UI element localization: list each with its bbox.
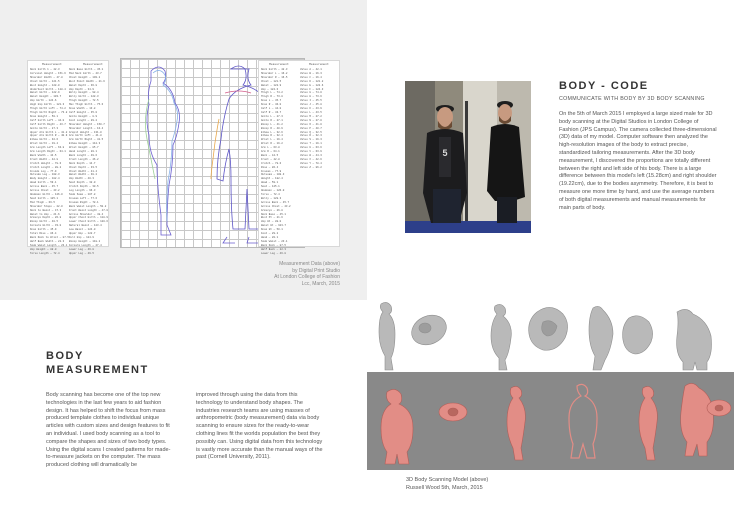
- scan-strip-grey-models: [367, 300, 734, 372]
- measurement-row: Forearm Girth — 33.0: [30, 224, 62, 228]
- measurement-row: Value X — 42.6: [300, 157, 322, 161]
- measurement-row: Chest Width — 41.4: [69, 169, 98, 173]
- measurement-row: Waist Ht — 103.7: [261, 224, 286, 228]
- measurement-row: Foot Length — 29.2: [69, 118, 98, 122]
- measurement-row: Inseam Left — 77.6: [69, 196, 98, 200]
- measurement-row: Half Back — 22.3: [261, 247, 286, 251]
- measurement-row: Rise — 86.4: [261, 165, 279, 169]
- measurement-row: Front Waist Length — 47.0: [69, 208, 108, 212]
- measurement-caption-line: At London College of Fashion: [274, 274, 340, 281]
- model-photo: [405, 81, 531, 233]
- measurement-row: Inseam — 77.9: [261, 169, 282, 173]
- measurement-row: Value B — 16.3: [300, 71, 322, 75]
- measurement-row: Across Back — 45.7: [261, 200, 290, 204]
- measurement-row: Hip — 124.6: [261, 87, 279, 91]
- measurement-row: Elbow R — 32.4: [261, 134, 283, 138]
- measurement-row: Value D — 121.2: [300, 79, 324, 83]
- measurement-row: Waist Width — 38.2: [69, 173, 98, 177]
- measurement-row: Value P — 40.7: [300, 126, 322, 130]
- measurement-row: Ankle Girth — 27.3: [30, 126, 59, 130]
- measurement-row: Torso — 72.4: [261, 193, 280, 196]
- measurement-row: Back Neck to Wrist — 87.5: [30, 235, 69, 239]
- measurement-row: Shoulder Height — 150.7: [69, 122, 105, 126]
- measurement-row: Knee Width — 13.8: [69, 107, 96, 111]
- measurement-row: Shoulder Length — 16.4: [69, 126, 104, 130]
- measurement-row: Value C — 16.4: [300, 75, 322, 79]
- measurement-row: Thigh Girth Right — 73.8: [30, 110, 68, 114]
- measurement-row: Value R — 32.3: [300, 134, 322, 138]
- measurement-row: Value E — 122.6: [300, 83, 324, 87]
- measurement-row: Calf Girth Left — 44.0: [30, 118, 65, 122]
- measurement-row: Outside Leg — 108.3: [30, 173, 60, 177]
- measurement-row: Max Thigh Girth — 75.6: [69, 103, 104, 107]
- measurement-row: Elbow L — 32.6: [261, 130, 283, 134]
- body-code-subtitle: COMMUNICATE WITH BODY BY 3D BODY SCANNING: [559, 96, 705, 102]
- measurement-row: Knee Height — 50.1: [30, 114, 59, 118]
- body-code-title: BODY - CODE: [559, 80, 649, 92]
- measurement-row: Outseam — 108.3: [261, 173, 285, 177]
- measurement-row: Hand — 20.1: [261, 235, 279, 239]
- measurement-row: Armpit Height — 131.0: [69, 130, 102, 134]
- measurement-row: Shoulder Width — 47.8: [30, 75, 63, 79]
- measurement-row: Underbust Girth — 118.4: [30, 87, 66, 91]
- measurement-row: Ankle L — 27.3: [261, 114, 283, 118]
- measurement-row: Inside Leg — 77.9: [30, 169, 57, 173]
- measurement-row: Crotch — 78.6: [261, 161, 282, 165]
- measurement-row: Armscye — 26.8: [261, 208, 283, 212]
- measurement-row: Low Waist — 124.0: [69, 228, 96, 232]
- measurement-row: Across Chest — 43.2: [261, 204, 291, 208]
- measurement-row: Crotch Length — 88.2: [30, 165, 62, 169]
- measurement-row: Elbow Height — 112.3: [69, 142, 101, 146]
- measurement-row: Side Waist — 23.1: [261, 239, 288, 243]
- body-measurement-title-line2: MEASUREMENT: [46, 364, 149, 376]
- measurement-row: Ankle R — 27.1: [261, 118, 283, 122]
- measurement-row: Thigh R — 73.8: [261, 95, 283, 99]
- measurement-row: Head — 59.1: [261, 181, 279, 185]
- measurement-row: Natural Waist — 123.4: [69, 224, 102, 228]
- measurement-row: Elbow Girth — 32.6: [30, 138, 59, 142]
- jersey-number: 5: [442, 148, 448, 158]
- measurement-row: Inseam Right — 78.1: [69, 200, 99, 204]
- measurement-row: Value U — 63.6: [300, 146, 322, 150]
- measurement-row: Seat — 125.1: [261, 185, 280, 189]
- sheet-right-col1-list: [261, 68, 299, 255]
- measurement-row: Hand Length — 20.1: [69, 150, 98, 154]
- measurement-row: Mid Neck Girth — 43.7: [69, 71, 102, 75]
- measurement-caption-line: Measurement Data (above): [279, 261, 340, 267]
- measurement-caption: [230, 261, 340, 287]
- measurement-row: Chest — 121.5: [261, 79, 282, 83]
- measurement-row: Value I — 45.5: [300, 99, 322, 103]
- measurement-row: Value V — 63.9: [300, 150, 322, 154]
- measurement-row: Bust Pt — 21.6: [261, 216, 283, 220]
- measurement-row: Abdomen — 126.0: [261, 189, 285, 193]
- measurement-row: Ankle Height — 8.9: [69, 114, 98, 118]
- measurement-row: Crotch Depth — 30.5: [69, 185, 99, 189]
- measurement-row: Belly Girth — 128.3: [69, 95, 99, 99]
- measurement-row: Waist Depth — 36.8: [69, 83, 98, 87]
- measurement-row: Arm L — 63.8: [261, 146, 280, 150]
- measurement-row: Chest Height — 130.2: [69, 75, 101, 79]
- sheet-left-col1-list: [30, 68, 69, 255]
- measurement-row: High Hip Girth — 121.3: [30, 103, 65, 107]
- measurement-row: Upper Chest Girth — 118.9: [69, 216, 108, 220]
- body-measurement-paragraph-1: Body scanning has become one of the top new technologies in the last few years to aid fashion design. It has helped to shift the focus from mass produced template clothes to individual unique articles with custom sizes and design features to fit an individual. I used body scanning as a tool to compare the shapes and sizes of two body types. Using the digital scans I created patterns for made-to-measure jackets on the computer. The mass produced clothing will dramatically be: [46, 392, 171, 469]
- measurement-sheet-left: [27, 60, 109, 255]
- sheet-left-col2-header: Measurement: [83, 63, 103, 66]
- measurement-row: Neck Girth 1 — 42.3: [30, 68, 60, 71]
- measurement-row: Abdomen Girth — 126.0: [30, 193, 63, 196]
- measurement-row: Wrist R — 19.2: [261, 142, 283, 146]
- measurement-row: Neck Base — 45.1: [261, 212, 286, 216]
- scan-strip-pink-models: [367, 372, 734, 470]
- measurement-row: Seat Girth — 125.1: [30, 196, 59, 200]
- measurement-row: Back Waist Length — 50.2: [69, 204, 107, 208]
- measurement-row: Value S — 19.3: [300, 138, 322, 142]
- measurement-row: Across Shoulder — 48.4: [69, 212, 104, 216]
- measurement-row: Lower Leg — 46.8: [261, 251, 286, 255]
- sheet-right-col2-list: [300, 68, 338, 244]
- measurement-row: Belly Height — 98.4: [69, 91, 99, 95]
- measurement-row: Waist to Hip — 21.6: [30, 212, 60, 216]
- measurement-row: Neck to Waist — 47.3: [30, 208, 62, 212]
- sheet-left-col1-header: Measurement: [42, 63, 62, 66]
- measurement-row: Arm Girth Left — 41.8: [69, 134, 102, 138]
- measurement-row: Neck Base Girth — 45.1: [69, 68, 104, 71]
- measurement-row: Value H — 73.6: [300, 95, 322, 99]
- measurement-row: Value K — 43.9: [300, 107, 322, 111]
- measurement-row: Value F — 124.3: [300, 87, 324, 91]
- measurement-row: Cervical Height — 151.6: [30, 71, 66, 75]
- measurement-row: Chest Depth — 33.5: [69, 165, 98, 169]
- measurement-row: Arm Length Right — 64.1: [30, 150, 66, 154]
- measurement-row: Value N — 27.0: [300, 118, 322, 122]
- measurement-row: Head Girth — 59.1: [30, 181, 57, 185]
- model-photo-illustration: [405, 81, 531, 233]
- body-measurement-title-line1: BODY: [46, 350, 84, 362]
- measurement-row: Back Neck — 87.5: [261, 243, 286, 247]
- measurement-row: Forearm Length — 27.4: [69, 243, 102, 247]
- sheet-left-col2-list: [69, 68, 108, 255]
- measurement-row: Value G — 74.0: [300, 91, 322, 95]
- measurement-row: Arm R — 64.1: [261, 150, 280, 154]
- measurement-row: Value W — 44.3: [300, 153, 322, 157]
- measurement-caption-line: by Digital Print Studio: [292, 267, 340, 274]
- measurement-row: Wrist Height — 85.7: [69, 146, 99, 150]
- measurement-row: Bust Height — 128.0: [30, 83, 60, 87]
- measurement-row: Mid Thigh — 66.5: [30, 200, 55, 204]
- measurement-row: Thigh Height — 72.5: [69, 99, 99, 103]
- measurement-row: Hip Depth — 34.9: [69, 87, 94, 91]
- measurement-row: Knee Girth — 45.9: [30, 228, 57, 232]
- measurement-row: Lower Chest Girth — 120.6: [69, 220, 108, 224]
- measurement-row: Value J — 45.8: [300, 103, 322, 107]
- sheet-right-col1-header: Measurement: [269, 63, 289, 66]
- measurement-row: Bicep Height — 118.2: [69, 239, 101, 243]
- measurement-row: Knee L — 45.7: [261, 99, 282, 103]
- sheet-right-col2-header: Measurement: [309, 63, 329, 66]
- measurement-row: Hip Height — 88.0: [30, 247, 57, 251]
- measurement-row: Hip Girth — 124.6: [30, 99, 57, 103]
- measurement-row: Value M — 27.2: [300, 114, 322, 118]
- measurement-row: Thigh Girth Left — 74.2: [30, 107, 66, 111]
- measurement-row: Across Back — 45.7: [30, 185, 59, 189]
- measurement-row: Waist Girth — 122.9: [30, 91, 60, 95]
- measurement-row: Half Back Width — 22.3: [30, 239, 65, 243]
- measurement-row: Body Height — 182.4: [30, 177, 60, 181]
- body-measurement-title: [46, 349, 149, 377]
- scan-caption-line: 3D Body Scanning Model (above): [406, 477, 489, 483]
- measurement-row: Bicep L — 41.2: [261, 122, 283, 126]
- measurement-row: Knee Ht — 50.1: [261, 228, 283, 232]
- measurement-row: Back Width — 44.5: [30, 153, 57, 157]
- measurement-row: Side Seam — 107.8: [69, 193, 96, 196]
- measurement-row: Side Waist Length — 23.1: [30, 243, 68, 247]
- measurement-caption-line: Lcc, March, 2015: [301, 280, 340, 287]
- measurement-row: Chest Girth — 121.5: [30, 79, 60, 83]
- measurement-row: Seat Depth — 32.0: [69, 181, 96, 185]
- measurement-row: Arm Length Left — 63.8: [30, 146, 65, 150]
- measurement-row: Hip Ht — 88.0: [261, 220, 282, 224]
- measurement-row: Shoulder R — 16.5: [261, 75, 288, 79]
- measurement-row: Full Hip — 124.9: [69, 235, 94, 239]
- measurement-row: Upper Arm Girth L — 41.2: [30, 130, 68, 134]
- measurement-row: Foot — 29.2: [261, 232, 279, 236]
- measurement-row: Calf L — 44.0: [261, 107, 282, 111]
- scan-caption: [406, 477, 488, 492]
- measurement-row: Calf Girth Right — 43.7: [30, 122, 66, 126]
- measurement-row: Total Rise — 86.4: [30, 232, 57, 236]
- measurement-row: Value T — 19.1: [300, 142, 322, 146]
- measurement-row: Value A — 42.1: [300, 68, 322, 71]
- measurement-row: Upper Hip — 122.7: [69, 232, 96, 236]
- measurement-row: Value O — 41.0: [300, 122, 322, 126]
- measurement-row: Belly — 128.3: [261, 196, 282, 200]
- measurement-row: Waist — 122.9: [261, 83, 282, 87]
- measurement-row: Shoulder Slope — 22.0: [30, 204, 63, 208]
- measurement-row: Value Y — 78.4: [300, 161, 322, 165]
- measurement-row: Neck Depth — 14.7: [69, 161, 96, 165]
- measurement-row: Bicep R — 40.9: [261, 126, 283, 130]
- measurement-row: Armscye Depth — 26.8: [30, 216, 62, 220]
- measurement-row: Back Length — 49.6: [69, 153, 98, 157]
- scan-caption-line: Russell Wood 5th, March, 2015: [406, 484, 483, 491]
- measurement-row: Lower Leg — 46.8: [69, 247, 94, 251]
- measurement-row: Calf Height — 35.0: [69, 110, 98, 114]
- measurement-row: Height — 182.4: [261, 177, 283, 181]
- measurement-row: Front Length — 46.2: [69, 157, 99, 161]
- measurement-row: Wrist Girth — 19.4: [30, 142, 59, 146]
- measurement-row: Front — 42.8: [261, 157, 280, 161]
- body-code-paragraph: On the 5th of March 2015 I employed a large sized male for 3D body scanning at the Digital Studios in London College of Fashion (JPS Campus). The camera collected three-dimensional (3D) data of my model. Computer software then analyzed the high-resolution images of the body to extract precise, standardized tailoring measurements. After the 3D body measurement, I discovered the proportions are totally different between the right and left side of his body. There is a large difference between this model's left (15.28cm) and right shoulder (19.22cm), due to the bodies asymmetry. Therefore, it is best to measure one more time by hand, and use the average numbers of both digital measurements and manual measurements for main parts of body.: [559, 111, 717, 211]
- measurement-row: Front Width — 42.8: [30, 157, 59, 161]
- measurement-row: Calf R — 43.7: [261, 110, 282, 114]
- measurement-row: Arm Girth Right — 41.5: [69, 138, 104, 142]
- body-measurement-paragraph-2: improved through using the data from this technology to understand body shapes. The industries research teams are using masses of anthropometric (body measurement) data via body scanning to ensure sizes for the ready-to-wear clothing lines fit the worlds population the best they possibly can. Using digital data from this technology is vastly more accurate than the manual ways of the past (Cornell University, 2011).: [196, 392, 323, 461]
- measurement-row: Upper Arm Girth R — 40.9: [30, 134, 68, 138]
- measurement-row: Thigh L — 74.2: [261, 91, 283, 95]
- measurement-row: Crotch Height — 78.6: [30, 161, 62, 165]
- measurement-row: Value L — 43.5: [300, 110, 322, 114]
- measurement-row: Leg Length — 96.3: [69, 189, 96, 193]
- measurement-sheet-right: [258, 60, 340, 255]
- measurement-row: Value Q — 32.5: [300, 130, 322, 134]
- measurement-row: Hip Width — 40.3: [69, 177, 94, 181]
- measurement-row: Knee R — 46.0: [261, 103, 282, 107]
- measurement-row: Upper Leg — 49.5: [69, 251, 94, 255]
- scan-grey-figures: [367, 300, 734, 372]
- scan-pink-figures: [367, 372, 734, 470]
- measurement-row: Bicep Girth — 40.5: [30, 220, 59, 224]
- measurement-row: Shoulder L — 16.2: [261, 71, 288, 75]
- measurement-row: Wrist L — 19.4: [261, 138, 283, 142]
- measurement-row: Value Z — 86.2: [300, 165, 322, 169]
- measurement-row: Torso Length — 72.4: [30, 251, 60, 255]
- measurement-row: Waist Height — 103.7: [30, 95, 62, 99]
- measurement-row: Across Chest — 43.2: [30, 189, 60, 193]
- measurement-row: Neck Girth — 42.3: [261, 68, 288, 71]
- measurement-row: Bust Point Width — 21.6: [69, 79, 105, 83]
- measurement-row: Back — 44.5: [261, 153, 279, 157]
